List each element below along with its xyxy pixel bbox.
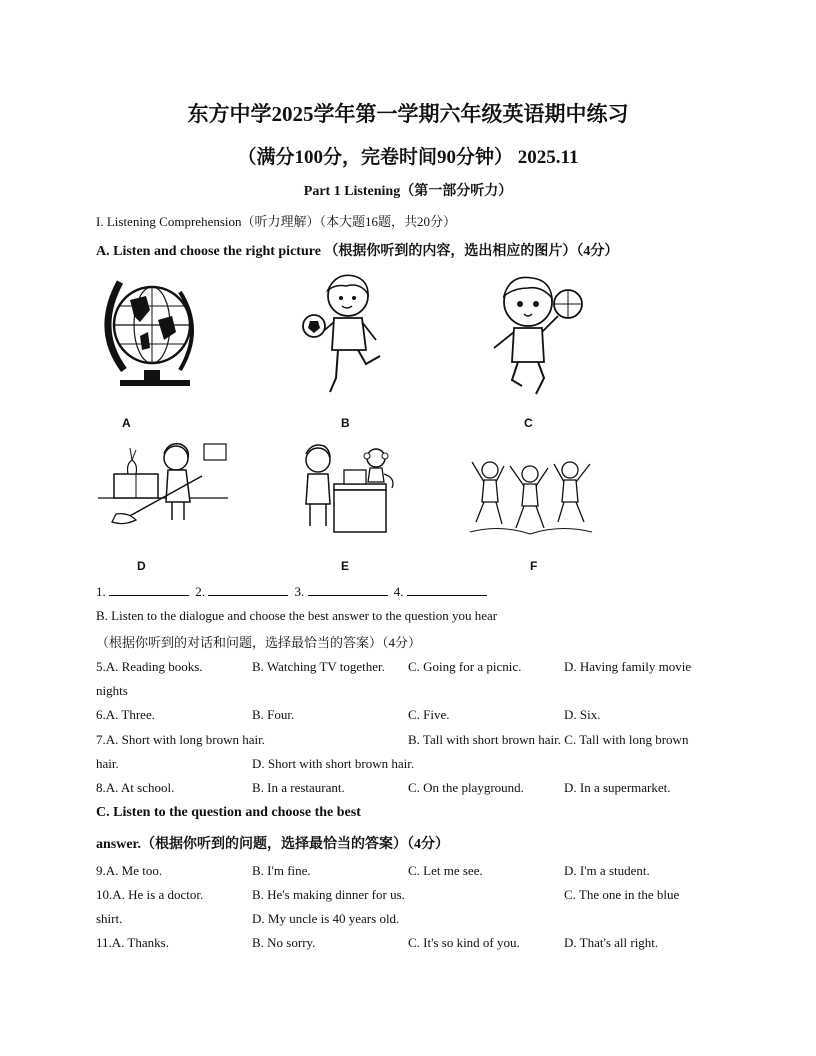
picture-label-f: F <box>530 559 538 573</box>
answer-blanks-row <box>96 584 490 600</box>
answer-blank-1[interactable] <box>109 584 189 596</box>
picture-c-child-basketball <box>488 270 588 400</box>
q7-option-c-wrap: hair. <box>96 756 119 771</box>
answer-blank-4[interactable] <box>407 584 487 596</box>
picture-e-boy-monkey-desk <box>300 440 398 534</box>
q11-option-b: B. No sorry. <box>252 935 316 950</box>
q10-option-a: 10.A. He is a doctor. <box>96 887 204 902</box>
q8-option-c: C. On the playground. <box>408 780 524 795</box>
q10-option-d: D. My uncle is 40 years old. <box>252 911 400 926</box>
q11-option-c: C. It's so kind of you. <box>408 935 520 950</box>
q7-option-b-c: B. Tall with short brown hair. C. Tall with long brown <box>408 732 689 747</box>
blank-label-4: 4. <box>393 584 404 599</box>
q9-option-a: 9.A. Me too. <box>96 863 163 878</box>
picture-f-children-jumping <box>470 452 594 536</box>
q9-option-d: D. I'm a student. <box>564 863 650 878</box>
q7-option-d: D. Short with short brown hair. <box>252 756 415 771</box>
section-c-heading: C. Listen to the question and choose the best <box>96 805 361 820</box>
answer-blank-2[interactable] <box>208 584 288 596</box>
q5-option-a: 5.A. Reading books. <box>96 659 203 674</box>
picture-d-girl-sweeping <box>98 436 230 528</box>
blank-label-3: 3. <box>294 584 305 599</box>
q11-option-d: D. That's all right. <box>564 935 659 950</box>
picture-b-boy-football <box>296 268 386 403</box>
picture-label-b: B <box>341 416 350 430</box>
q8-option-b: B. In a restaurant. <box>252 780 345 795</box>
q5-option-d: D. Having family movie <box>564 659 692 674</box>
section-a-heading: A. Listen and choose the right picture （根据你听到的内容，选出相应的图片）（4分） <box>96 244 619 259</box>
q10-option-c: C. The one in the blue <box>564 887 680 902</box>
q9-option-c: C. Let me see. <box>408 863 483 878</box>
exam-title: 东方中学2025学年第一学期六年级英语期中练习 <box>187 102 629 126</box>
q10-option-b: B. He's making dinner for us. <box>252 887 405 902</box>
q8-option-d: D. In a supermarket. <box>564 780 671 795</box>
q9-option-b: B. I'm fine. <box>252 863 311 878</box>
q7-option-a: 7.A. Short with long brown hair. <box>96 732 265 747</box>
picture-label-e: E <box>341 559 350 573</box>
blank-label-2: 2. <box>195 584 205 599</box>
q6-option-a: 6.A. Three. <box>96 707 155 722</box>
picture-label-a: A <box>122 416 131 430</box>
picture-label-c: C <box>524 416 533 430</box>
section-b-heading: B. Listen to the dialogue and choose the best answer to the question you hear <box>96 608 498 623</box>
answer-blank-3[interactable] <box>308 584 388 596</box>
blank-label-1: 1. <box>96 584 106 599</box>
section-c-instructions: answer.（根据你听到的问题，选择最恰当的答案）（4分） <box>96 837 449 852</box>
q5-option-d-wrap: nights <box>96 683 128 698</box>
section-1-heading: I. Listening Comprehension（听力理解）（本大题16题，共20分） <box>96 214 457 229</box>
q5-option-b: B. Watching TV together. <box>252 659 385 674</box>
q11-option-a: 11.A. Thanks. <box>96 935 169 950</box>
part-title: Part 1 Listening（第一部分听力） <box>303 184 513 199</box>
picture-label-d: D <box>137 559 146 573</box>
picture-a-globe <box>100 270 210 395</box>
section-b-instructions: （根据你听到的对话和问题，选择最恰当的答案）（4分） <box>96 635 422 650</box>
q10-option-c-wrap: shirt. <box>96 911 123 926</box>
q6-option-c: C. Five. <box>408 707 450 722</box>
exam-subtitle: （满分100分，完卷时间90分钟） 2025.11 <box>237 147 579 168</box>
q5-option-c: C. Going for a picnic. <box>408 659 522 674</box>
q6-option-b: B. Four. <box>252 707 295 722</box>
q8-option-a: 8.A. At school. <box>96 780 175 795</box>
q6-option-d: D. Six. <box>564 707 601 722</box>
